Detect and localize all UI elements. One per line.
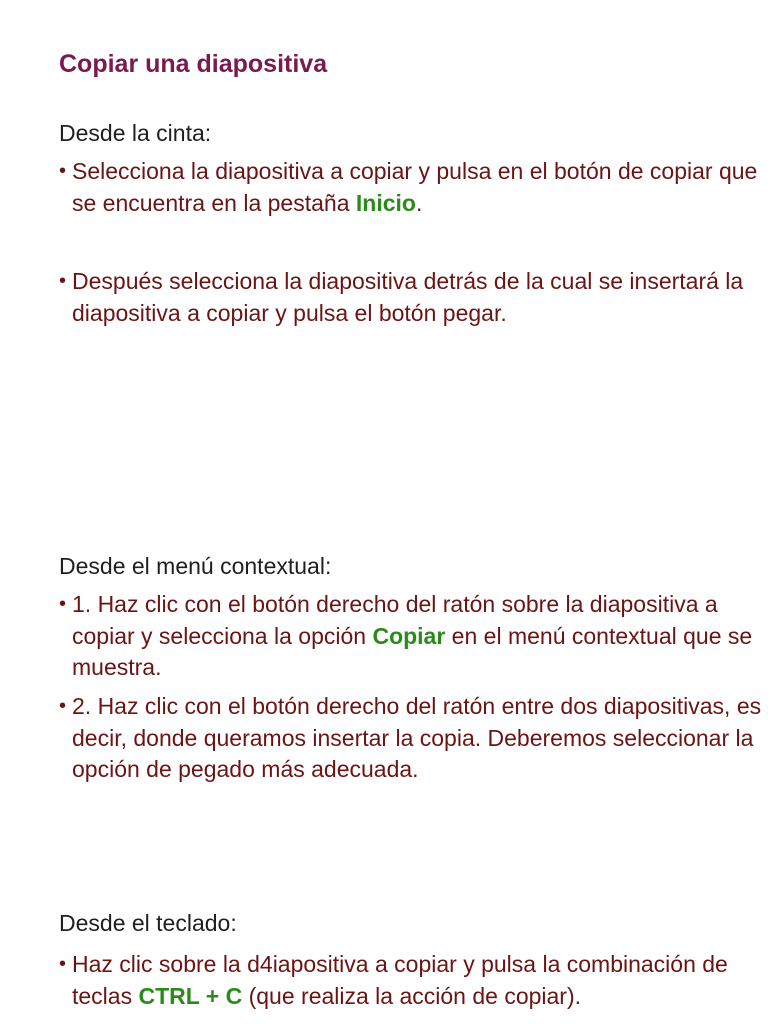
bullet-text: 1. Haz clic con el botón derecho del ratón sobre la diapositiva a copiar y selecciona la opción (72, 591, 718, 649)
bullet-text: . (415, 189, 423, 216)
highlight-text: CTRL + C (138, 982, 243, 1009)
bullet-icon: • (59, 593, 67, 615)
list-item (59, 589, 762, 684)
bullet-text: 2. Haz clic con el botón derecho del ratón entre dos diapositivas, es decir, donde queramos insertar la copia. Deberemos seleccionar la opción de pegado más adecuada. (72, 693, 762, 782)
bullet-icon: • (59, 270, 67, 292)
list-item (59, 949, 762, 1012)
bullet-text: (que realiza la acción de copiar). (242, 982, 582, 1009)
section-heading-cinta: Desde la cinta: (59, 120, 212, 146)
bullet-text: en el menú contextual que se muestra. (72, 622, 753, 680)
bullet-text: Haz clic sobre la d4iapositiva a copiar y pulsa la combinación de teclas (72, 951, 728, 1009)
page-title: Copiar una diapositiva (59, 50, 328, 78)
bullet-icon: • (59, 160, 67, 182)
bullet-icon: • (59, 953, 67, 975)
highlight-text: Inicio (355, 189, 416, 216)
bullet-icon: • (59, 695, 67, 717)
bullet-text: Selecciona la diapositiva a copiar y pulsa en el botón de copiar que se encuentra en la pestaña (72, 158, 758, 216)
list-item (59, 156, 762, 219)
highlight-text: Copiar (372, 622, 446, 649)
list-item (59, 266, 762, 329)
section-heading-teclado: Desde el teclado: (59, 910, 237, 936)
bullet-text: Después selecciona la diapositiva detrás de la cual se insertará la diapositiva a copiar y pulsa el botón pegar. (72, 268, 744, 326)
list-item (59, 691, 762, 786)
section-heading-menu: Desde el menú contextual: (59, 553, 332, 579)
